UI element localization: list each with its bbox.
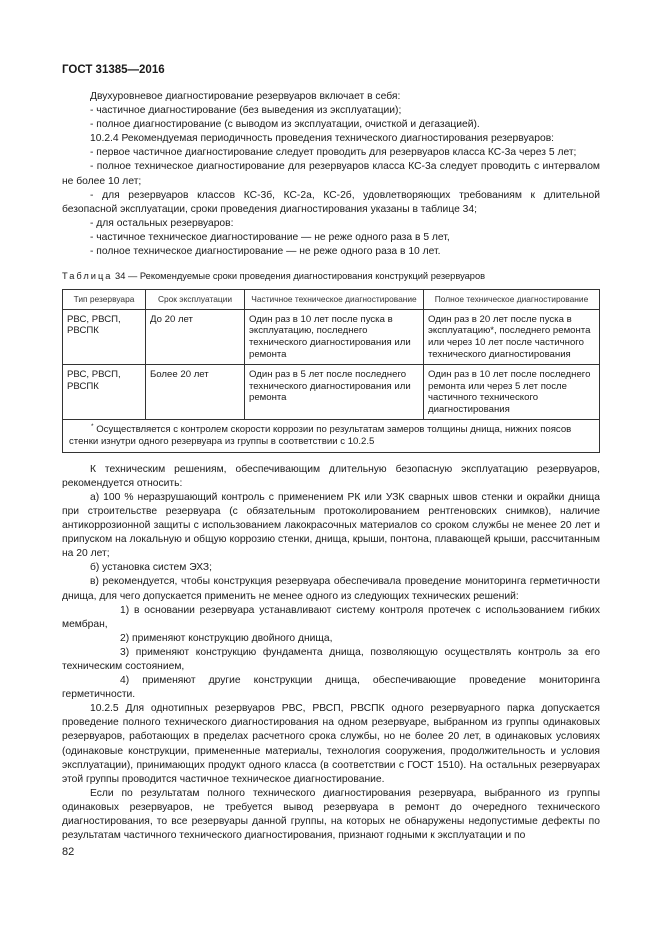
- page-number: 82: [62, 846, 75, 858]
- section-10-2-4: 10.2.4 Рекомендуемая периодичность проведения технического диагностирования резервуаров:: [90, 133, 555, 145]
- table-footnote: [63, 420, 600, 452]
- list-item: - полное техническое диагностирование для резервуаров класса КС-3а следует проводить с интервалом не более 10 лет;: [62, 161, 600, 187]
- table-cell: РВС, РВСП, РВСПК: [63, 309, 146, 364]
- table-cell: Один раз в 20 лет после пуска в эксплуатацию*, последнего ремонта или через 10 лет после частичного технического диагностирования: [424, 309, 600, 364]
- table-cell: До 20 лет: [146, 309, 245, 364]
- list-item: - частичное техническое диагностирование — не реже одного раза в 5 лет,: [90, 231, 450, 243]
- list-item: - для резервуаров классов КС-3б, КС-2а, КС-2б, удовлетворяющих требованиям к длительной безопасной эксплуатации, сроки проведения диагностирования указаны в таблице 34;: [62, 189, 600, 215]
- table-header: Тип резервуара: [63, 290, 146, 310]
- table-header: Частичное техническое диагностирование: [245, 290, 424, 310]
- list-item: - частичное диагностирование (без выведения из эксплуатации);: [90, 105, 402, 117]
- document-body: [62, 90, 600, 843]
- sub-list-item: 3) применяют конструкцию фундамента днища, позволяющую осуществлять контроль за его техническим состоянием,: [62, 646, 600, 672]
- table-row: [63, 365, 600, 420]
- list-item: а) 100 % неразрушающий контроль с применением РК или УЗК сварных швов стенки и окрайки днища при строительстве резервуара (с обязательным протоколированием рентгеновских снимков), наличие антикоррозионной защиты с использованием лакокрасочных материалов со сроком службы не менее 20 лет и припуском на локальную и общую коррозию стенки, днища, крыши, понтона, плавающей крыши, рассчитанным на 20 лет;: [62, 491, 600, 560]
- footnote-text: Осуществляется с контролем скорости коррозии по результатам замеров толщины днища, нижних поясов стенки изнутри одного резервуара из группы в соответствии с 10.2.5: [69, 424, 572, 448]
- list-item: - полное диагностирование (с выводом из эксплуатации, очисткой и дегазацией).: [90, 119, 480, 131]
- paragraph: К техническим решениям, обеспечивающим длительную безопасную эксплуатацию резервуаров, рекомендуется относить:: [62, 463, 600, 489]
- paragraph: Двухуровневое диагностирование резервуаров включает в себя:: [90, 91, 401, 102]
- table-footnote-row: [63, 420, 600, 452]
- list-item: в) рекомендуется, чтобы конструкция резервуара обеспечивала проведение мониторинга герметичности днища, для чего допускается применить не менее одного из следующих технических решений:: [62, 576, 600, 602]
- sub-list-item: 1) в основании резервуара устанавливают систему контроля протечек с использованием гибких мембран,: [62, 604, 600, 630]
- list-item: б) установка систем ЭХЗ;: [90, 562, 212, 574]
- table-cell: Один раз в 10 лет после пуска в эксплуатацию, последнего технического диагностирования или ремонта: [245, 309, 424, 364]
- document-header: ГОСТ 31385—2016: [62, 64, 165, 76]
- sub-list-item: 2) применяют конструкцию двойного днища,: [120, 632, 333, 644]
- table-caption-prefix: Таблица: [62, 271, 113, 282]
- paragraph: Если по результатам полного технического диагностирования резервуара, выбранного из группы одинаковых резервуаров, не требуется вывод резервуара в ремонт до очередного технического диагностирования, то все резервуары данной группы, на которых не обнаружены недопустимые дефекты по результатам частичного технического диагностирования, признают годными к эксплуатации и по: [62, 787, 600, 842]
- table-header: Полное техническое диагностирование: [424, 290, 600, 310]
- table-caption: [62, 269, 600, 283]
- list-item: - первое частичное диагностирование следует проводить для резервуаров класса КС-3а через 5 лет;: [90, 147, 577, 159]
- table-row: [63, 309, 600, 364]
- section-10-2-5: 10.2.5 Для однотипных резервуаров РВС, РВСП, РВСПК одного резервуарного парка допускается проведение полного технического диагностирования на одном резервуаре, выбранном из группы одинаковых резервуаров, работающих в пределах расчетного срока службы, но не более 20 лет, в одинаковых условиях (одинаковые конструкции, примененные материалы, технология сооружения, продолжительность и условия эксплуатации), принимающих продукт одного класса (в соответствии с ГОСТ 1510). На остальных резервуарах этой группы проводится частичное техническое диагностирование.: [62, 703, 600, 785]
- table-cell: РВС, РВСП, РВСПК: [63, 365, 146, 420]
- sub-list-item: 4) применяют другие конструкции днища, обеспечивающие проведение мониторинга герметичности.: [62, 675, 600, 701]
- table-header-row: [63, 290, 600, 310]
- table-cell: Один раз в 5 лет после последнего технического диагностирования или ремонта: [245, 365, 424, 420]
- table-header: Срок эксплуатации: [146, 290, 245, 310]
- footnote-mark: *: [91, 423, 94, 431]
- table-34: [62, 289, 600, 452]
- table-cell: Более 20 лет: [146, 365, 245, 420]
- list-item: - для остальных резервуаров:: [90, 217, 234, 229]
- table-caption-text: 34 — Рекомендуемые сроки проведения диагностирования конструкций резервуаров: [115, 271, 486, 282]
- list-item: - полное техническое диагностирование — не реже одного раза в 10 лет.: [90, 246, 441, 258]
- table-cell: Один раз в 10 лет после последнего ремонта или через 5 лет после частичного технического диагностирования: [424, 365, 600, 420]
